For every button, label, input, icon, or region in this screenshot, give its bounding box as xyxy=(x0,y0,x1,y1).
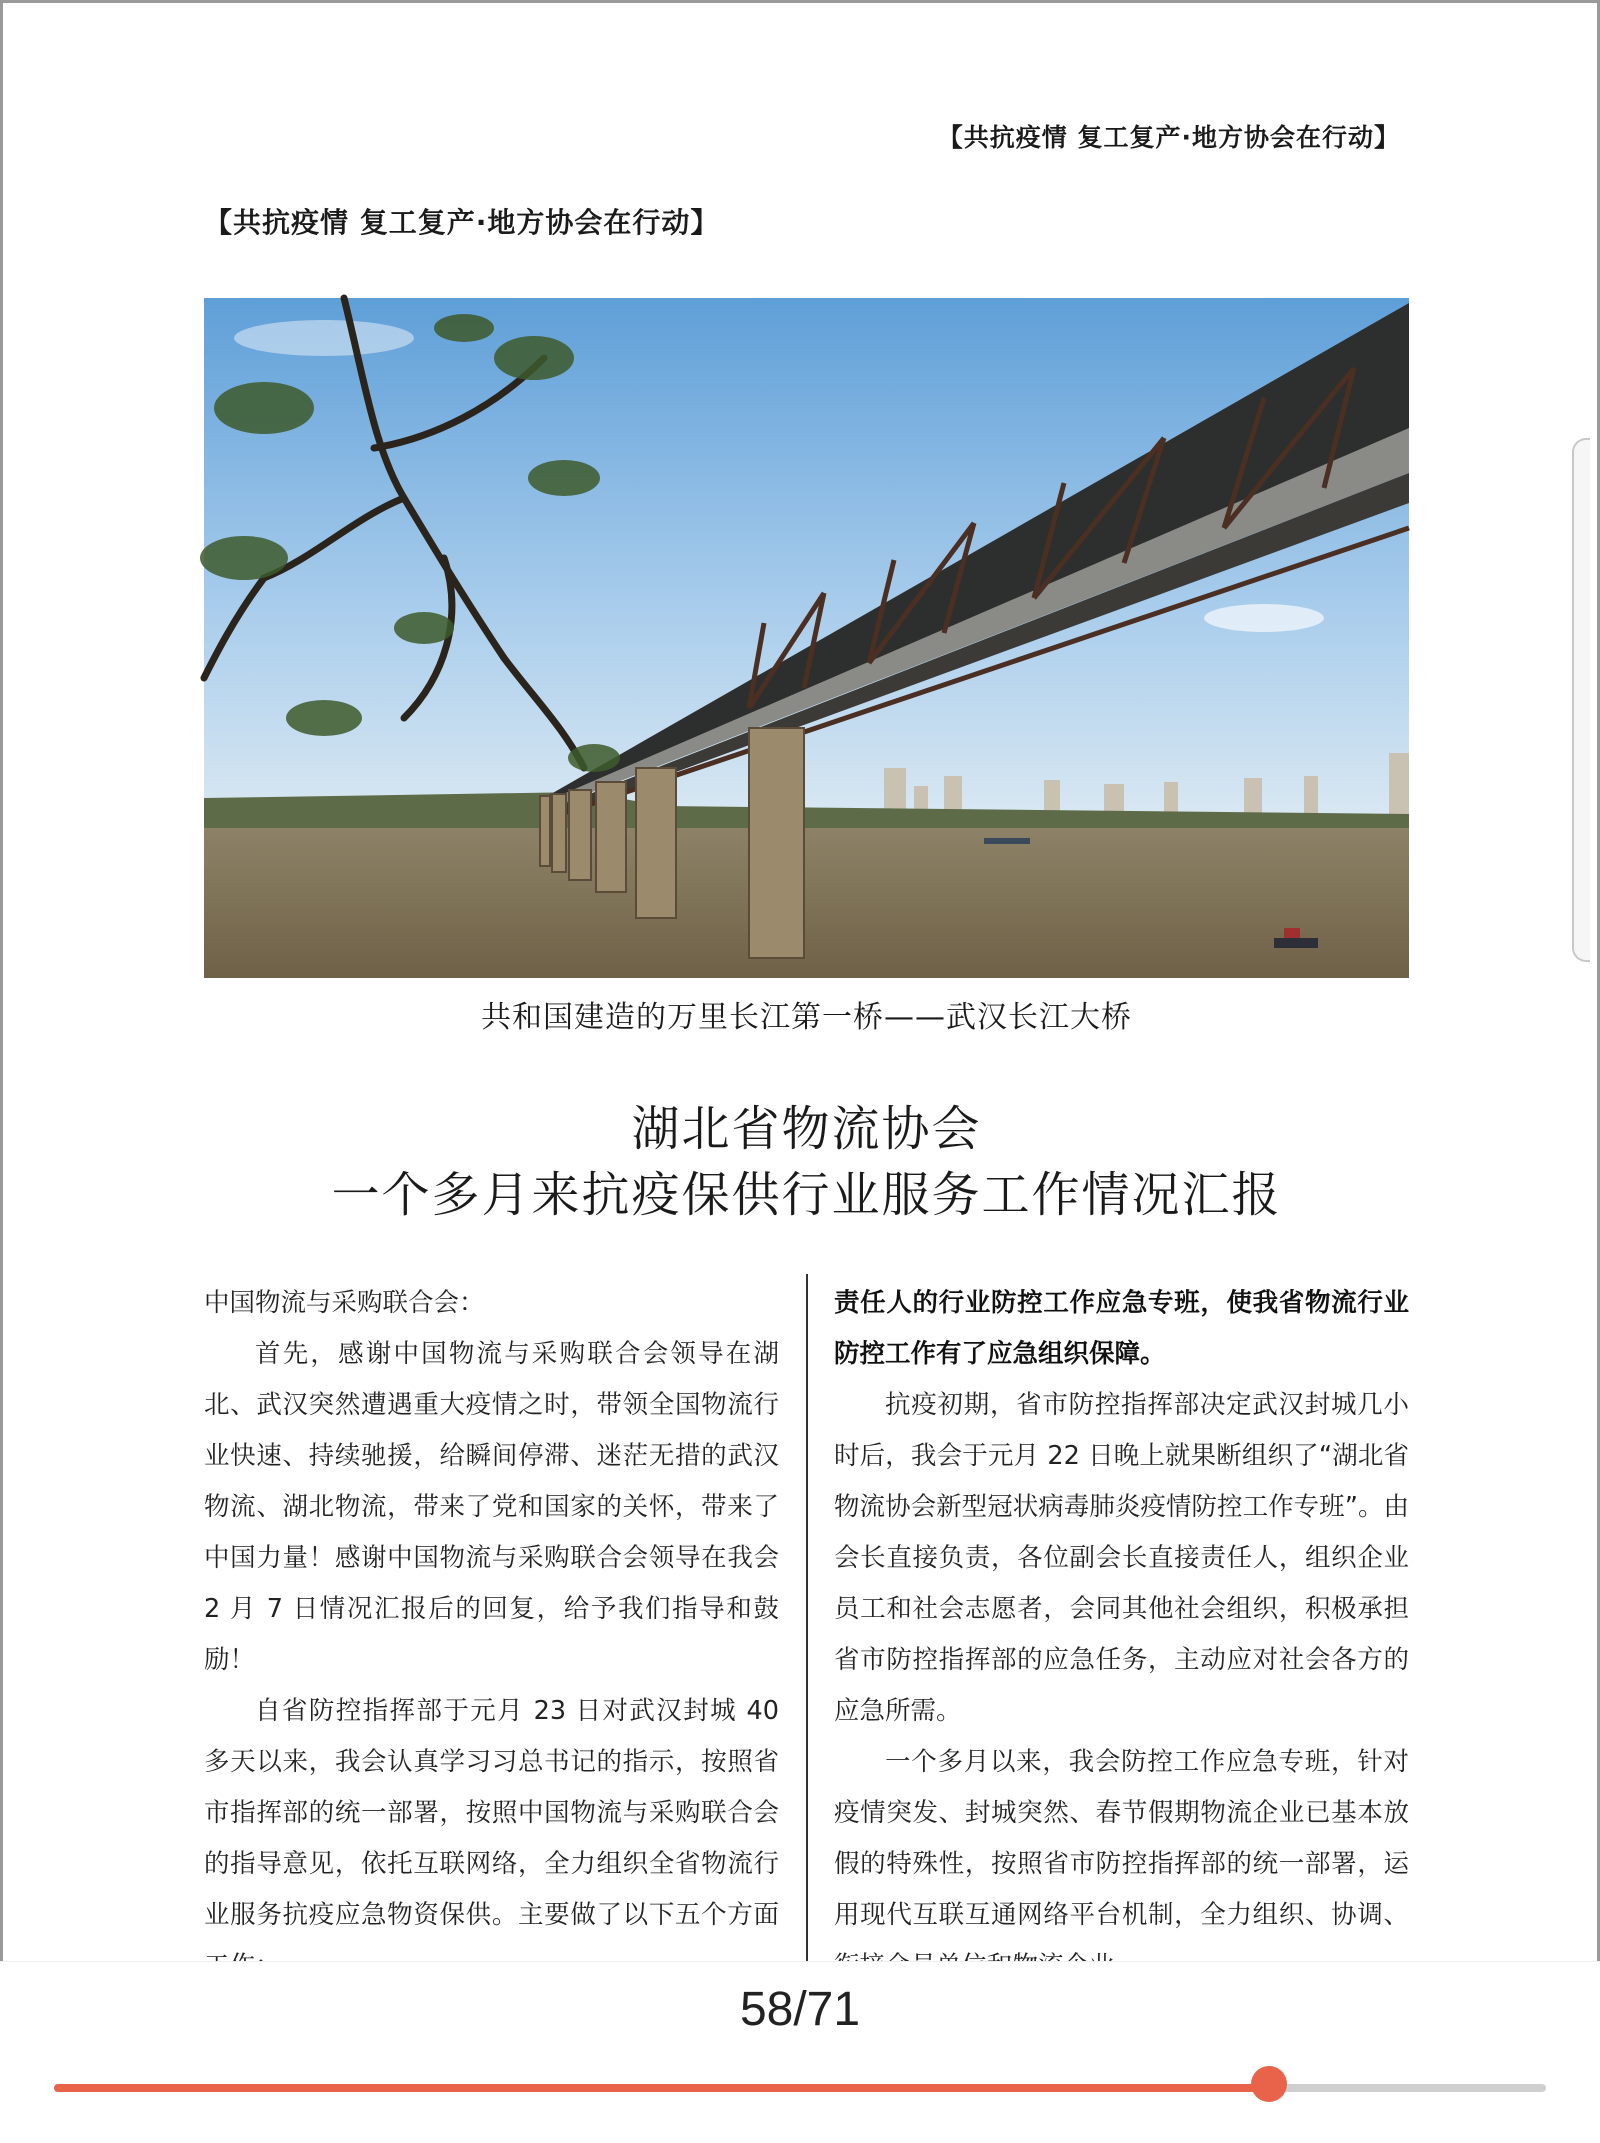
article-title xyxy=(204,1096,1409,1228)
document-page[interactable] xyxy=(6,6,1590,1961)
article-title-line2: 一个多月来抗疫保供行业服务工作情况汇报 xyxy=(331,1167,1282,1223)
page-slider-progress xyxy=(54,2084,1269,2092)
right-paragraph-bold: 责任人的行业防控工作应急专班，使我省物流行业防控工作有了应急组织保障。 xyxy=(834,1288,1409,1369)
left-paragraph-2: 自省防控指挥部于元月 23 日对武汉封城 40 多天以来，我会认真学习习总书记的指示，按照省市指挥部的统一部署，按照中国物流与采购联合会的指导意见，依托互联网络，全力组织全省物流行业服务抗疫应急物资保供。主要做了以下五个方面 xyxy=(204,1696,779,1930)
right-paragraph-1: 抗疫初期，省市防控指挥部决定武汉封城几小时后，我会于元月 22 日晚上就果断组织了“湖北省物流协会新型冠状病毒肺炎疫情防控工作专班”。由会长直接负责，各位副会长直接责任人，组织企业员工和社会志愿者，会同其他社会组织，积极承担省市防控指挥部的应急任务，主动应对社会各方的应急所需。 xyxy=(834,1390,1409,1726)
left-paragraph-1: 首先，感谢中国物流与采购联合会领导在湖北、武汉突然遭遇重大疫情之时，带领全国物流行业快速、持续驰援，给瞬间停滞、迷茫无措的武汉物流、湖北物流，带来了党和国家的关怀，带来了中国力量！感谢中国物流与采购联合会领导在我会 2 月 7 日情况汇报后的回复，给予我们指导和鼓励！ xyxy=(204,1339,779,1675)
salutation: 中国物流与采购联合会： xyxy=(204,1288,485,1318)
page-navigator xyxy=(0,1961,1600,2143)
article-title-line1: 湖北省物流协会 xyxy=(631,1101,982,1157)
right-column xyxy=(834,1278,1409,1961)
bridge-photo xyxy=(204,298,1409,978)
page-counter: 58/71 xyxy=(739,1983,861,2036)
page-slider-thumb[interactable] xyxy=(1251,2066,1287,2102)
section-tag-top: 【共抗疫情 复工复产·地方协会在行动】 xyxy=(937,123,1400,152)
column-divider xyxy=(806,1274,808,1964)
side-drawer-handle[interactable] xyxy=(1572,438,1590,962)
page-slider-track[interactable] xyxy=(54,2084,1546,2092)
photo-caption: 共和国建造的万里长江第一桥——武汉长江大桥 xyxy=(481,1000,1132,1035)
left-column xyxy=(204,1278,779,1961)
section-tag-left: 【共抗疫情 复工复产·地方协会在行动】 xyxy=(204,206,720,239)
right-paragraph-2: 一个多月以来，我会防控工作应急专班，针对疫情突发、封城突然、春节假期物流企业已基本放假的特殊性，按照省市防控指挥部的统一部署，运用现代互联互通网络平台机制，全力组织、协调、 xyxy=(834,1747,1409,1930)
